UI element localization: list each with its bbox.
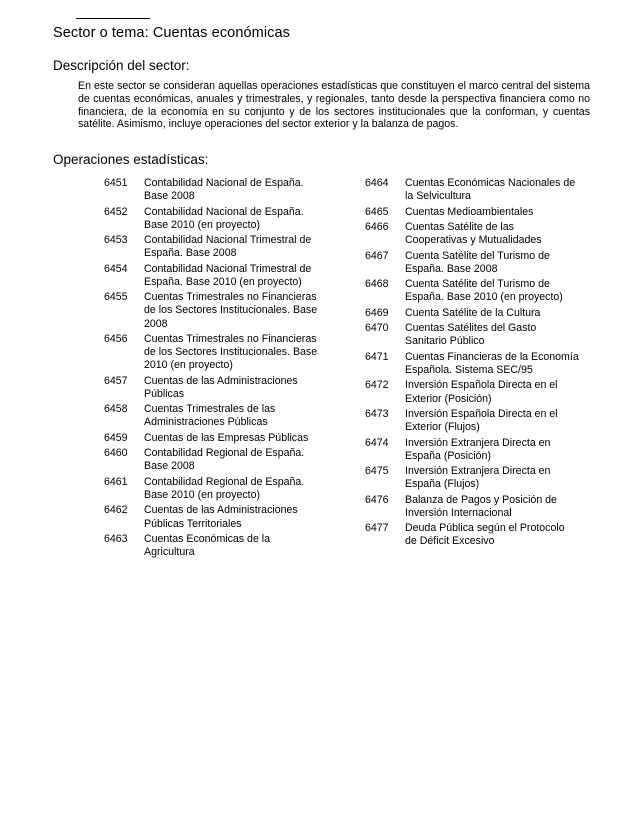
operation-code: 6470 [365,322,389,335]
operation-item [365,307,601,320]
operation-code: 6457 [104,374,128,387]
operation-code: 6472 [365,379,389,392]
description-text: En este sector se consideran aquellas operaciones estadísticas que constituyen el marco central del sistema de cuentas económicas, anuales y trimestrales, y regionales, tanto desde la perspectiva financiera como no financiera, de la economía en su conjunto y de los sectores institucionales que la conforman, y cuentas satélite. Asimismo, incluye operaciones del sector exterior y la balanza de pagos. [78,80,590,131]
operation-code: 6465 [365,205,389,218]
operation-name: Inversión Extranjera Directa en España (Flujos) [405,465,551,491]
operation-code: 6459 [104,431,128,444]
operation-name: Deuda Pública según el Protocolo de Déficit Excesivo [405,522,565,548]
operation-item [104,263,340,289]
operation-code: 6451 [104,177,128,189]
operation-code: 6474 [365,436,389,449]
operation-item [104,533,340,559]
operation-name: Cuentas Satélite de las Cooperativas y Mutualidades [405,221,542,247]
top-rule [76,18,150,19]
operation-name: Cuentas Financieras de la Economía Española. Sistema SEC/95 [405,350,579,376]
operation-item [365,437,601,463]
operation-name: Cuenta Satélite del Turismo de España. Base 2010 (en proyecto) [405,278,563,304]
description-heading: Descripción del sector: [53,58,190,73]
operation-name: Cuentas Satélites del Gasto Sanitario Público [405,322,537,348]
operation-name: Inversión Española Directa en el Exterior (Flujos) [405,408,558,434]
operation-item [104,476,340,502]
operation-code: 6458 [104,403,128,416]
operation-item [365,494,601,520]
operation-code: 6460 [104,447,128,460]
operation-item [104,206,340,232]
operation-name: Balanza de Pagos y Posición de Inversión Internacional [405,493,557,519]
operation-item [365,351,601,377]
operation-item [365,221,601,247]
operation-code: 6473 [365,408,389,421]
operation-code: 6467 [365,249,389,262]
operation-item [104,333,340,372]
operation-name: Contabilidad Nacional de España. Base 2010 (en proyecto) [144,205,304,231]
operation-item [104,403,340,429]
operation-item [104,234,340,260]
operation-item [104,291,340,330]
operations-heading: Operaciones estadísticas: [53,152,209,167]
operation-code: 6477 [365,522,389,535]
operation-name: Cuentas de las Empresas Públicas [144,431,309,444]
operation-code: 6475 [365,465,389,478]
operation-name: Cuentas Medioambientales [405,205,534,218]
operation-code: 6466 [365,221,389,234]
operation-code: 6463 [104,533,128,546]
operation-item [365,522,601,548]
operation-code: 6461 [104,475,128,488]
operation-item [365,278,601,304]
operations-left-column [104,177,340,562]
operation-item [104,177,340,203]
operation-item [104,504,340,530]
sector-title: Sector o tema: Cuentas económicas [53,25,291,41]
operation-code: 6455 [104,291,128,304]
operation-name: Inversión Española Directa en el Exterior (Posición) [405,379,558,405]
operation-code: 6464 [365,177,389,189]
operation-code: 6453 [104,234,128,247]
operation-name: Cuentas Económicas de la Agricultura [144,533,271,559]
operation-name: Contabilidad Nacional Trimestral de España. Base 2008 [144,234,312,260]
operation-item [365,177,601,203]
operation-code: 6462 [104,504,128,517]
operation-item [365,465,601,491]
operation-name: Inversión Extranjera Directa en España (Posición) [405,436,551,462]
operation-item [104,447,340,473]
operation-code: 6476 [365,493,389,506]
operation-code: 6468 [365,278,389,291]
operation-item [104,375,340,401]
operation-item [365,408,601,434]
operation-item [104,432,340,445]
operation-item [365,250,601,276]
operation-item [365,206,601,219]
operation-code: 6452 [104,205,128,218]
operation-code: 6454 [104,262,128,275]
operation-name: Cuenta Satélite de la Cultura [405,306,541,319]
operation-name: Cuentas de las Administraciones Públicas [144,374,298,400]
operations-right-column [365,177,601,551]
operation-name: Cuenta Satélite del Turismo de España. Base 2008 [405,249,550,275]
operation-name: Cuentas Económicas Nacionales de la Selvicultura [405,177,576,203]
operation-item [365,379,601,405]
operation-name: Contabilidad Regional de España. Base 2008 [144,447,305,473]
operation-name: Cuentas de las Administraciones Públicas Territoriales [144,504,298,530]
operation-code: 6471 [365,350,389,363]
operation-item [365,322,601,348]
operation-name: Contabilidad Nacional Trimestral de España. Base 2010 (en proyecto) [144,262,312,288]
operation-name: Cuentas Trimestrales no Financieras de los Sectores Institucionales. Base 2008 [144,291,318,330]
operation-name: Contabilidad Regional de España. Base 2010 (en proyecto) [144,475,305,501]
operation-name: Contabilidad Nacional de España. Base 2008 [144,177,304,203]
operation-code: 6469 [365,306,389,319]
operation-name: Cuentas Trimestrales no Financieras de los Sectores Institucionales. Base 2010 (en proyecto) [144,332,318,372]
operation-code: 6456 [104,332,128,345]
operation-name: Cuentas Trimestrales de las Administraciones Públicas [144,403,276,429]
